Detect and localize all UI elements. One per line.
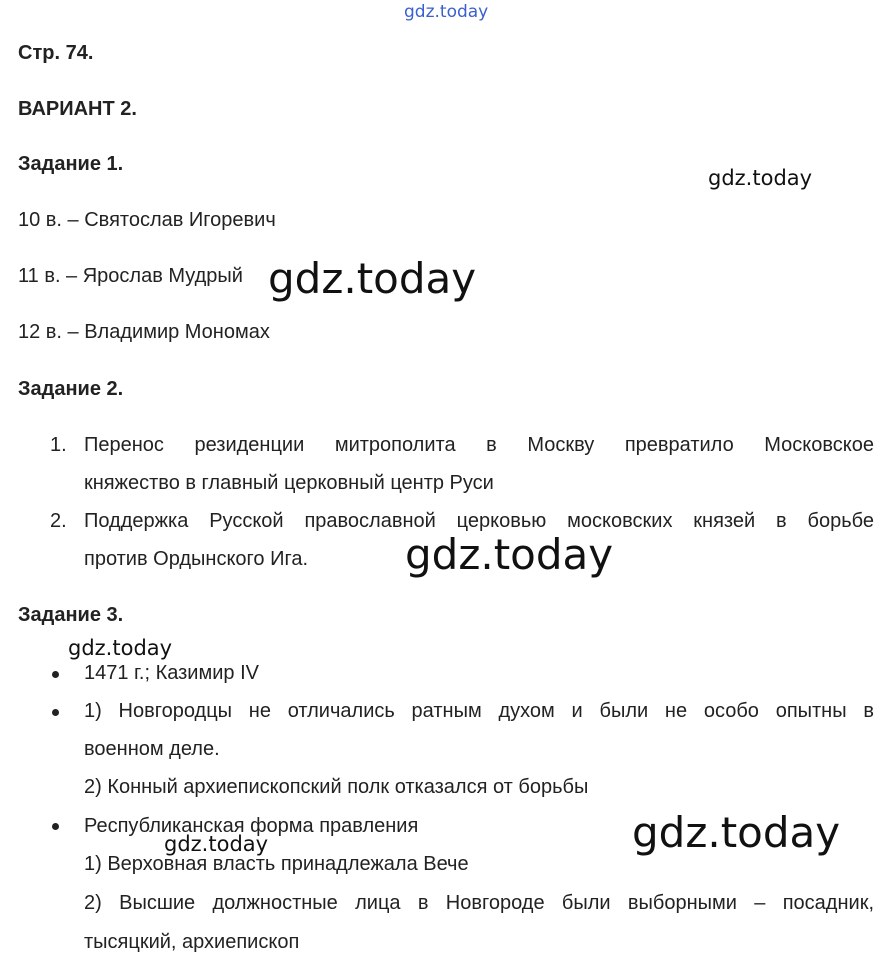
task2-item-2-line-1: Поддержка Русской православной церковью московских князей в борьбе xyxy=(84,510,874,532)
task1-item-3: 12 в. – Владимир Мономах xyxy=(18,321,270,343)
task3-bullet-3-line-4: тысяцкий, архиепископ xyxy=(84,931,300,953)
watermark-1: gdz.today xyxy=(708,166,813,190)
task1-title: Задание 1. xyxy=(18,153,124,175)
task2-item-1-line-1: Перенос резиденции митрополита в Москву превратило Московское xyxy=(84,434,874,456)
task2-item-2-line-2: против Ордынского Ига. xyxy=(84,548,309,570)
task3-bullet-2-line-1: 1) Новгородцы не отличались ратным духом и были не особо опытны в xyxy=(84,700,874,722)
bullet-1 xyxy=(52,671,59,678)
page-number: Стр. 74. xyxy=(18,42,94,64)
task2-item-2-number: 2. xyxy=(50,510,67,532)
task2-title: Задание 2. xyxy=(18,378,124,400)
task3-bullet-2-line-2: военном деле. xyxy=(84,738,220,760)
task3-bullet-3-line-1: Республиканская форма правления xyxy=(84,815,419,837)
watermark-4: gdz.today xyxy=(68,636,173,660)
watermark-top: gdz.today xyxy=(404,2,489,22)
task3-bullet-2-line-3: 2) Конный архиепископский полк отказался от борьбы xyxy=(84,776,589,798)
task3-bullet-3-line-2: 1) Верховная власть принадлежала Вече xyxy=(84,853,469,875)
task2-item-1-line-2: княжество в главный церковный центр Руси xyxy=(84,472,494,494)
bullet-3 xyxy=(52,823,59,830)
task1-item-1: 10 в. – Святослав Игоревич xyxy=(18,209,276,231)
task3-bullet-1-text: 1471 г.; Казимир IV xyxy=(84,662,259,684)
watermark-6: gdz.today xyxy=(164,832,269,856)
task2-item-1-number: 1. xyxy=(50,434,67,456)
task1-item-2: 11 в. – Ярослав Мудрый xyxy=(18,265,243,287)
watermark-2: gdz.today xyxy=(268,254,477,303)
task3-title: Задание 3. xyxy=(18,604,124,626)
bullet-2 xyxy=(52,709,59,716)
task3-bullet-3-line-3: 2) Высшие должностные лица в Новгороде были выборными – посадник, xyxy=(84,892,874,914)
variant-heading: ВАРИАНТ 2. xyxy=(18,98,137,120)
watermark-3: gdz.today xyxy=(405,530,614,579)
watermark-5: gdz.today xyxy=(632,808,841,857)
